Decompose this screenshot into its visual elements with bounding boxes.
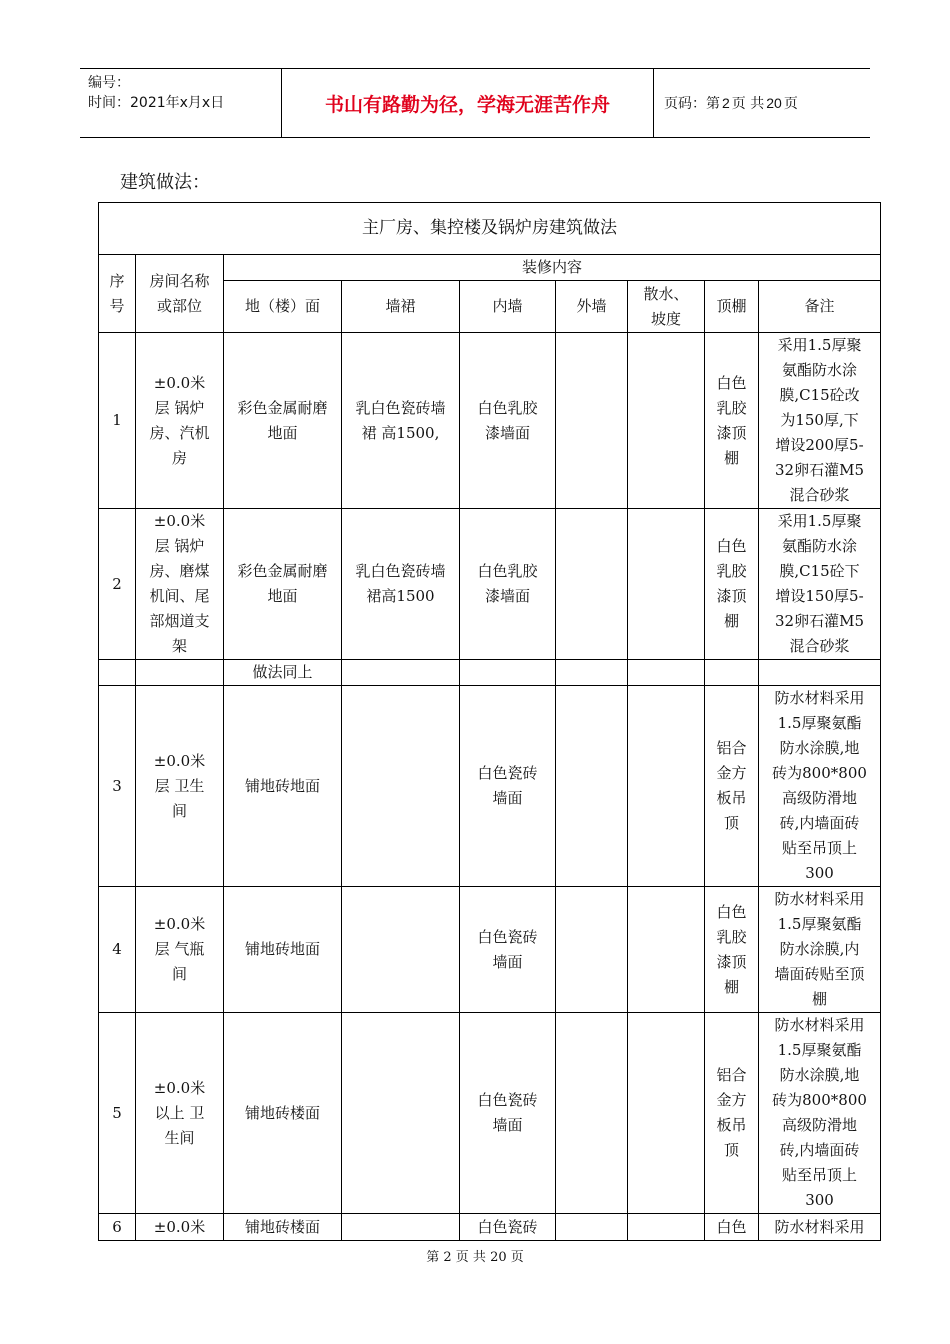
row-seq: 4 [99,887,136,1013]
row-outer-wall [556,887,628,1013]
row-apron [628,1013,705,1214]
section-title: 建筑做法： [120,172,210,193]
doc-number: 编号： [88,75,130,91]
footer-current: 2 [443,1250,452,1265]
page-prefix: 页码：第 [664,96,720,112]
row-room: ±0.0米 层 锅炉 房、汽机 房 [136,333,224,509]
row-seq: 1 [99,333,136,509]
row-inner-wall: 白色乳胶 漆墙面 [460,509,556,660]
row-seq: 3 [99,686,136,887]
header-apron: 散水、 坡度 [628,281,705,333]
page-suffix: 页 [783,96,798,112]
row-ceiling: 白色 乳胶 漆顶 棚 [705,509,759,660]
header-ceiling: 顶棚 [705,281,759,333]
footer-prefix: 第 [426,1250,440,1265]
row-inner-wall: 白色瓷砖 [460,1214,556,1241]
row-note: 防水材料采用 1.5厚聚氨酯 防水涂膜,地 砖为800*800 高级防滑地 砖,内墙面砖 贴至吊顶上 300 [759,1013,881,1214]
row-dado [342,1214,460,1241]
header-outer-wall: 外墙 [556,281,628,333]
doc-date: 时间：2021年x月x日 [88,95,225,111]
page-mid: 页 共 [731,96,765,112]
row-outer-wall [556,1214,628,1241]
row-room: ±0.0米 层 锅炉 房、磨煤 机间、尾 部烟道支 架 [136,509,224,660]
row-dado [342,660,460,686]
row-apron [628,660,705,686]
row-apron [628,509,705,660]
row-floor: 铺地砖楼面 [224,1013,342,1214]
row-note: 防水材料采用 1.5厚聚氨酯 防水涂膜,地 砖为800*800 高级防滑地 砖,内墙面砖 贴至吊顶上 300 [759,686,881,887]
row-seq: 5 [99,1013,136,1214]
row-room: ±0.0米 [136,1214,224,1241]
row-apron [628,887,705,1013]
row-inner-wall: 白色瓷砖 墙面 [460,1013,556,1214]
row-ceiling: 铝合 金方 板吊 顶 [705,1013,759,1214]
table-row [99,1214,881,1241]
row-floor: 彩色金属耐磨 地面 [224,333,342,509]
row-floor: 铺地砖楼面 [224,1214,342,1241]
row-room [136,660,224,686]
row-outer-wall [556,509,628,660]
row-floor: 铺地砖地面 [224,887,342,1013]
row-note: 采用1.5厚聚 氨酯防水涂 膜,C15砼改 为150厚,下 增设200厚5- 32卵石灌M5 混合砂浆 [759,333,881,509]
row-outer-wall [556,333,628,509]
header-floor: 地（楼）面 [224,281,342,333]
row-seq: 6 [99,1214,136,1241]
page-footer [0,1246,950,1265]
row-ceiling: 白色 乳胶 漆顶 棚 [705,333,759,509]
row-room: ±0.0米 层 气瓶 间 [136,887,224,1013]
row-note [759,660,881,686]
header-inner-wall: 内墙 [460,281,556,333]
row-floor: 铺地砖地面 [224,686,342,887]
row-inner-wall [460,660,556,686]
header-seq: 序 号 [99,255,136,333]
row-dado: 乳白色瓷砖墙 裙 高1500, [342,333,460,509]
table-caption: 主厂房、集控楼及锅炉房建筑做法 [99,203,881,255]
row-ceiling: 白色 [705,1214,759,1241]
header-page-info [654,69,870,137]
row-floor: 做法同上 [224,660,342,686]
table-row [99,333,881,509]
header-decoration-group: 装修内容 [224,255,881,281]
footer-mid: 页 共 [455,1250,486,1265]
row-dado [342,1013,460,1214]
header-room: 房间名称 或部位 [136,255,224,333]
row-inner-wall: 白色乳胶 漆墙面 [460,333,556,509]
row-seq: 2 [99,509,136,660]
table-caption-row [99,203,881,255]
row-inner-wall: 白色瓷砖 墙面 [460,686,556,887]
footer-suffix: 页 [510,1250,524,1265]
row-dado [342,686,460,887]
row-note: 防水材料采用 1.5厚聚氨酯 防水涂膜,内 墙面砖贴至顶 棚 [759,887,881,1013]
table-row [99,887,881,1013]
doc-meta [80,69,282,137]
table-row [99,1013,881,1214]
construction-table [98,202,881,1241]
page-total: 20 [766,95,782,111]
header-dado: 墙裙 [342,281,460,333]
header-row-group [99,255,881,281]
row-room: ±0.0米 以上 卫 生间 [136,1013,224,1214]
table-row [99,509,881,660]
footer-total: 20 [490,1250,507,1265]
row-apron [628,686,705,887]
row-apron [628,333,705,509]
row-room: ±0.0米 层 卫生 间 [136,686,224,887]
page-header [80,68,870,138]
page-current: 2 [722,95,730,111]
row-outer-wall [556,660,628,686]
header-note: 备注 [759,281,881,333]
table-row [99,686,881,887]
row-ceiling: 铝合 金方 板吊 顶 [705,686,759,887]
table-row [99,660,881,686]
row-dado: 乳白色瓷砖墙 裙高1500 [342,509,460,660]
row-inner-wall: 白色瓷砖 墙面 [460,887,556,1013]
row-dado [342,887,460,1013]
row-note: 采用1.5厚聚 氨酯防水涂 膜,C15砼下 增设150厚5- 32卵石灌M5 混合砂浆 [759,509,881,660]
header-motto: 书山有路勤为径，学海无涯苦作舟 [282,69,654,137]
row-apron [628,1214,705,1241]
row-ceiling: 白色 乳胶 漆顶 棚 [705,887,759,1013]
row-floor: 彩色金属耐磨 地面 [224,509,342,660]
row-note: 防水材料采用 [759,1214,881,1241]
row-outer-wall [556,686,628,887]
row-outer-wall [556,1013,628,1214]
row-seq [99,660,136,686]
row-ceiling [705,660,759,686]
